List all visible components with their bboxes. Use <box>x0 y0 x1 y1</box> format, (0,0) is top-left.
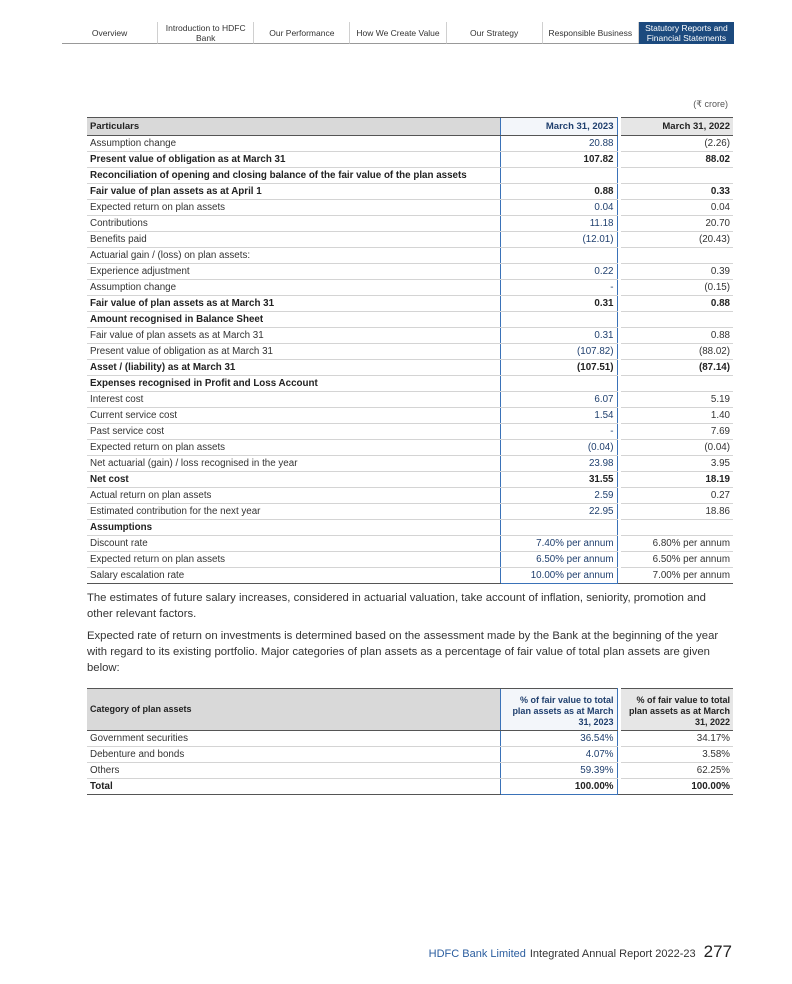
table-row <box>87 520 733 536</box>
row-label: Assumption change <box>87 136 500 152</box>
table-row <box>87 312 733 328</box>
row-current-value: 22.95 <box>500 504 617 520</box>
row-current-value: 6.50% per annum <box>500 552 617 568</box>
row-previous-value: 62.25% <box>621 763 733 779</box>
table-row <box>87 440 733 456</box>
row-label: Current service cost <box>87 408 500 424</box>
row-current-value: - <box>500 280 617 296</box>
row-current-value: 0.31 <box>500 296 617 312</box>
paragraph-salary-estimates: The estimates of future salary increases, considered in actuarial valuation, take account of inflation, seniority, promotion and other relevant factors. <box>87 592 706 620</box>
table-row <box>87 747 733 763</box>
header-current-year: % of fair value to total plan assets as at March 31, 2023 <box>500 689 617 731</box>
row-current-value <box>500 376 617 392</box>
table-row <box>87 328 733 344</box>
nav-tab-overview[interactable]: Overview <box>62 22 157 44</box>
row-label: Others <box>87 763 500 779</box>
table-row <box>87 248 733 264</box>
row-current-value: 0.88 <box>500 184 617 200</box>
row-current-value: (12.01) <box>500 232 617 248</box>
table-header-row <box>87 118 733 136</box>
row-label: Interest cost <box>87 392 500 408</box>
row-label: Estimated contribution for the next year <box>87 504 500 520</box>
row-previous-value: 0.27 <box>621 488 733 504</box>
nav-tab-responsible-business[interactable]: Responsible Business <box>542 22 638 44</box>
nav-tab-create-value[interactable]: How We Create Value <box>349 22 445 44</box>
footer-report-title: Integrated Annual Report 2022-23 <box>529 948 696 960</box>
table-row <box>87 504 733 520</box>
row-label: Expected return on plan assets <box>87 200 500 216</box>
row-label: Past service cost <box>87 424 500 440</box>
row-label: Reconciliation of opening and closing balance of the fair value of the plan assets <box>87 168 500 184</box>
row-label: Actuarial gain / (loss) on plan assets: <box>87 248 500 264</box>
row-label: Net cost <box>87 472 500 488</box>
row-label: Total <box>87 779 500 795</box>
row-previous-value: 34.17% <box>621 731 733 747</box>
table-row <box>87 552 733 568</box>
paragraph-expected-return: Expected rate of return on investments is determined based on the assessment made by the Bank at the beginning of the year with regard to its existing portfolio. Major categories of plan assets as a percentage of fair value of total plan assets are given below: <box>87 630 719 674</box>
row-previous-value: 7.00% per annum <box>621 568 733 584</box>
row-current-value: 0.04 <box>500 200 617 216</box>
row-label: Present value of obligation as at March 31 <box>87 152 500 168</box>
row-current-value: 31.55 <box>500 472 617 488</box>
row-current-value: 10.00% per annum <box>500 568 617 584</box>
row-previous-value: (0.04) <box>621 440 733 456</box>
row-label: Fair value of plan assets as at March 31 <box>87 328 500 344</box>
row-current-value: (107.51) <box>500 360 617 376</box>
table-row <box>87 392 733 408</box>
row-previous-value: 0.88 <box>621 296 733 312</box>
header-particulars: Particulars <box>87 118 500 136</box>
row-label: Experience adjustment <box>87 264 500 280</box>
row-previous-value: 7.69 <box>621 424 733 440</box>
table-row <box>87 779 733 795</box>
row-label: Fair value of plan assets as at April 1 <box>87 184 500 200</box>
row-previous-value: 20.70 <box>621 216 733 232</box>
row-label: Fair value of plan assets as at March 31 <box>87 296 500 312</box>
row-label: Assumption change <box>87 280 500 296</box>
table-row <box>87 168 733 184</box>
table-row <box>87 376 733 392</box>
row-previous-value: 3.58% <box>621 747 733 763</box>
gratuity-table-body <box>87 136 733 584</box>
table-row <box>87 763 733 779</box>
gratuity-table <box>87 117 733 584</box>
row-previous-value: (88.02) <box>621 344 733 360</box>
row-previous-value <box>621 376 733 392</box>
row-label: Expected return on plan assets <box>87 552 500 568</box>
table-row <box>87 360 733 376</box>
row-previous-value: 5.19 <box>621 392 733 408</box>
page-number: 277 <box>703 942 732 961</box>
row-current-value <box>500 520 617 536</box>
table-row <box>87 200 733 216</box>
row-current-value: (0.04) <box>500 440 617 456</box>
table-row <box>87 136 733 152</box>
row-current-value: 4.07% <box>500 747 617 763</box>
row-previous-value: 18.86 <box>621 504 733 520</box>
table-row <box>87 264 733 280</box>
row-current-value: 0.31 <box>500 328 617 344</box>
table-row <box>87 232 733 248</box>
row-current-value: 7.40% per annum <box>500 536 617 552</box>
row-previous-value: 0.33 <box>621 184 733 200</box>
row-label: Salary escalation rate <box>87 568 500 584</box>
row-label: Contributions <box>87 216 500 232</box>
header-previous-year: March 31, 2022 <box>621 118 733 136</box>
table-row <box>87 216 733 232</box>
table-row <box>87 408 733 424</box>
row-previous-value: 0.39 <box>621 264 733 280</box>
table-row <box>87 536 733 552</box>
table-row <box>87 472 733 488</box>
table-row <box>87 152 733 168</box>
row-current-value: 107.82 <box>500 152 617 168</box>
row-label: Expected return on plan assets <box>87 440 500 456</box>
row-previous-value: (0.15) <box>621 280 733 296</box>
row-current-value: 2.59 <box>500 488 617 504</box>
nav-tab-statutory-reports[interactable]: Statutory Reports and Financial Statements <box>638 22 734 44</box>
row-previous-value: (2.26) <box>621 136 733 152</box>
row-label: Government securities <box>87 731 500 747</box>
row-label: Amount recognised in Balance Sheet <box>87 312 500 328</box>
row-current-value: 11.18 <box>500 216 617 232</box>
nav-tab-introduction[interactable]: Introduction to HDFC Bank <box>157 22 253 44</box>
row-current-value: (107.82) <box>500 344 617 360</box>
row-previous-value: 6.50% per annum <box>621 552 733 568</box>
table-row <box>87 731 733 747</box>
header-category: Category of plan assets <box>87 689 500 731</box>
table-row <box>87 344 733 360</box>
table-row <box>87 456 733 472</box>
row-label: Net actuarial (gain) / loss recognised in the year <box>87 456 500 472</box>
row-previous-value: 3.95 <box>621 456 733 472</box>
row-current-value: 36.54% <box>500 731 617 747</box>
row-current-value: 1.54 <box>500 408 617 424</box>
row-previous-value: (87.14) <box>621 360 733 376</box>
header-current-year: March 31, 2023 <box>500 118 617 136</box>
nav-tab-strategy[interactable]: Our Strategy <box>446 22 542 44</box>
table-row <box>87 296 733 312</box>
row-previous-value <box>621 248 733 264</box>
table-row <box>87 568 733 584</box>
nav-tab-performance[interactable]: Our Performance <box>253 22 349 44</box>
row-label: Debenture and bonds <box>87 747 500 763</box>
row-previous-value <box>621 312 733 328</box>
plan-assets-table-body <box>87 731 733 795</box>
row-previous-value: 0.04 <box>621 200 733 216</box>
page-footer <box>429 942 732 962</box>
plan-assets-table <box>87 688 733 795</box>
footer-bank-name: HDFC Bank Limited <box>428 948 526 960</box>
table-row <box>87 488 733 504</box>
table-row <box>87 280 733 296</box>
row-current-value: 6.07 <box>500 392 617 408</box>
currency-unit-label: (₹ crore) <box>693 99 728 109</box>
row-previous-value: 6.80% per annum <box>621 536 733 552</box>
row-previous-value: (20.43) <box>621 232 733 248</box>
row-previous-value: 1.40 <box>621 408 733 424</box>
table-row <box>87 424 733 440</box>
header-previous-year: % of fair value to total plan assets as at March 31, 2022 <box>621 689 733 731</box>
section-nav <box>62 22 734 44</box>
row-current-value: - <box>500 424 617 440</box>
row-current-value <box>500 248 617 264</box>
row-label: Expenses recognised in Profit and Loss Account <box>87 376 500 392</box>
row-label: Asset / (liability) as at March 31 <box>87 360 500 376</box>
row-label: Discount rate <box>87 536 500 552</box>
row-previous-value <box>621 520 733 536</box>
row-current-value: 0.22 <box>500 264 617 280</box>
row-current-value: 100.00% <box>500 779 617 795</box>
row-current-value: 20.88 <box>500 136 617 152</box>
row-label: Present value of obligation as at March 31 <box>87 344 500 360</box>
table-header-row <box>87 689 733 731</box>
row-current-value: 59.39% <box>500 763 617 779</box>
row-current-value <box>500 312 617 328</box>
row-label: Actual return on plan assets <box>87 488 500 504</box>
row-previous-value: 0.88 <box>621 328 733 344</box>
row-previous-value: 88.02 <box>621 152 733 168</box>
row-previous-value: 100.00% <box>621 779 733 795</box>
row-previous-value <box>621 168 733 184</box>
row-label: Assumptions <box>87 520 500 536</box>
row-current-value <box>500 168 617 184</box>
row-previous-value: 18.19 <box>621 472 733 488</box>
row-label: Benefits paid <box>87 232 500 248</box>
row-current-value: 23.98 <box>500 456 617 472</box>
table-row <box>87 184 733 200</box>
